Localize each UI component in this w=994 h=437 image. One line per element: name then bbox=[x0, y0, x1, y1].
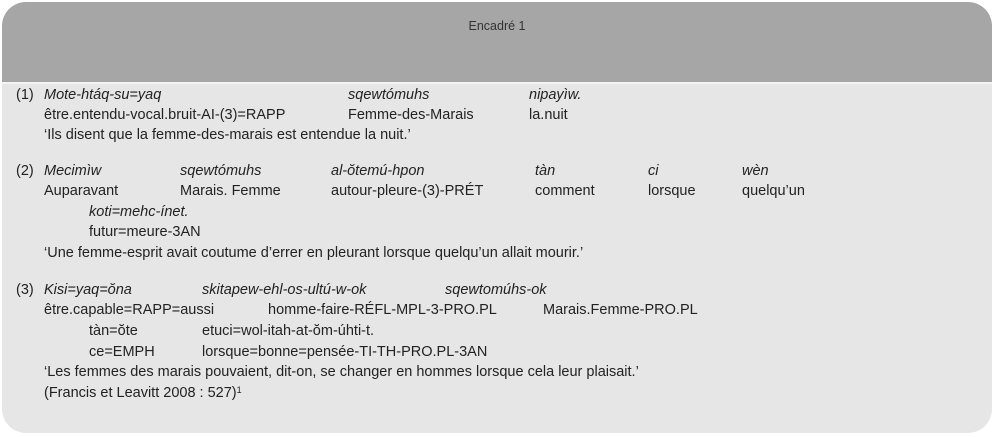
translation: ‘Ils disent que la femme-des-marais est entendue la nuit.’ bbox=[44, 127, 411, 143]
vernacular-word: sqewtomúhs-ok bbox=[445, 282, 547, 298]
gloss-word: Auparavant bbox=[44, 183, 119, 199]
vernacular-word: Mote-htáq-su=yaq bbox=[44, 87, 162, 103]
gloss-word: lorsque=bonne=pensée-TI-TH-PRO.PL-3AN bbox=[202, 344, 488, 360]
vernacular-word: tàn bbox=[535, 163, 556, 179]
gloss-word: être.entendu-vocal.bruit-AI-(3)=RAPP bbox=[44, 107, 286, 123]
vernacular-word: etuci=wol-itah-at-ŏm-úhti-t. bbox=[202, 323, 375, 339]
gloss-word: autour-pleure-(3)-PRÉT bbox=[331, 183, 484, 199]
gloss-word: Marais.Femme-PRO.PL bbox=[543, 302, 698, 318]
gloss-word: ce=EMPH bbox=[89, 344, 155, 360]
vernacular-word: tàn=ŏte bbox=[89, 323, 138, 339]
vernacular-word: Kisi=yaq=ŏna bbox=[44, 282, 132, 298]
citation-source: (Francis et Leavitt 2008 : 527) bbox=[44, 385, 237, 401]
gloss-word: homme-faire-RÉFL-MPL-3-PRO.PL bbox=[268, 302, 497, 318]
vernacular-word: sqewtómuhs bbox=[348, 87, 430, 103]
citation bbox=[44, 384, 242, 402]
vernacular-word: al-ŏtemú-hpon bbox=[331, 163, 425, 179]
header-divider bbox=[2, 82, 992, 84]
vernacular-word: skitapew-ehl-os-ultú-w-ok bbox=[202, 282, 367, 298]
encadre-box bbox=[2, 2, 992, 433]
gloss-word: lorsque bbox=[648, 183, 696, 199]
gloss-word: quelqu’un bbox=[742, 183, 805, 199]
example-number: (1) bbox=[16, 87, 34, 103]
vernacular-word: sqewtómuhs bbox=[180, 163, 262, 179]
vernacular-word: Mecimìw bbox=[44, 163, 102, 179]
translation: ‘Les femmes des marais pouvaient, dit-on, se changer en hommes lorsque cela leur plaisait.’ bbox=[44, 364, 639, 380]
box-title: Encadré 1 bbox=[468, 19, 526, 33]
vernacular-word: ci bbox=[648, 163, 659, 179]
gloss-word: être.capable=RAPP=aussi bbox=[44, 302, 215, 318]
gloss-word: futur=meure-3AN bbox=[89, 224, 201, 240]
example-number: (3) bbox=[16, 282, 34, 298]
gloss-word: Marais. Femme bbox=[180, 183, 281, 199]
vernacular-word: koti=mehc-ínet. bbox=[89, 204, 189, 220]
translation: ‘Une femme-esprit avait coutume d’errer en pleurant lorsque quelqu’un allait mourir.’ bbox=[44, 245, 584, 261]
example-number: (2) bbox=[16, 163, 34, 179]
vernacular-word: wèn bbox=[742, 163, 769, 179]
gloss-word: comment bbox=[535, 183, 595, 199]
gloss-word: Femme-des-Marais bbox=[348, 107, 474, 123]
box-header bbox=[2, 2, 992, 82]
vernacular-word: nipayìw. bbox=[529, 87, 582, 103]
footnote-marker[interactable]: 1 bbox=[236, 385, 242, 395]
gloss-word: la.nuit bbox=[529, 107, 568, 123]
